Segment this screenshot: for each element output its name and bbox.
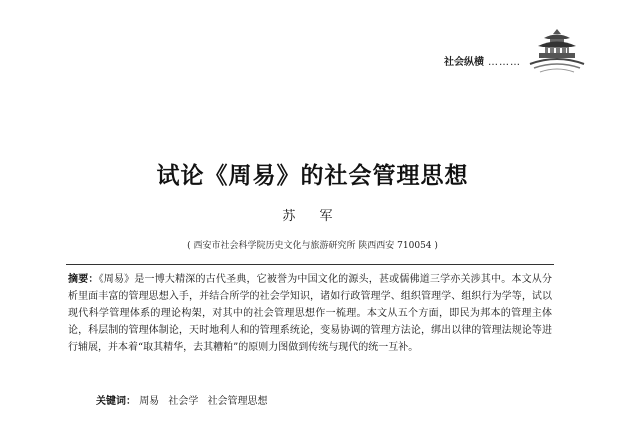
author-affiliation: ( 西安市社会科学院历史文化与旅游研究所 陕西西安 710054 ) bbox=[187, 241, 438, 251]
keywords bbox=[96, 392, 274, 407]
article-title: 试论《周易》的社会管理思想 bbox=[156, 163, 469, 189]
divider bbox=[66, 264, 554, 265]
keyword-item: 社会管理思想 bbox=[207, 396, 268, 407]
page-header bbox=[0, 0, 625, 80]
abstract-text: 《周易》是一博大精深的古代圣典，它被誉为中国文化的源头，甚或儒佛道三学亦关涉其中。本文从分析里面丰富的管理思想入手，并结合所学的社会学知识，诸如行政管理学、组织管理学、组织行为学等，试以现代科学管理体系的理论构架，对其中的社会管理思想作一梳理。本文从五个方面，即民为邦本的管理主体论，科层制的管理体制论，天时地利人和的管理系统论，变易协调的管理方法论，绑出以律的管理法规论等进行辅展，并本着“取其精华，去其糟粕”的原则力图做到传统与现代的统一互补。 bbox=[68, 274, 553, 353]
keyword-item: 社会学 bbox=[168, 396, 199, 407]
running-head bbox=[444, 53, 521, 68]
author-name: 苏 军 bbox=[282, 209, 343, 224]
abstract-label: 摘要： bbox=[68, 274, 99, 285]
keyword-item: 周易 bbox=[139, 396, 160, 407]
running-head-label: 社会纵横 bbox=[444, 57, 484, 68]
running-head-dots: ……… bbox=[488, 57, 521, 68]
pavilion-logo-icon bbox=[528, 26, 586, 74]
keywords-label: 关键词： bbox=[96, 396, 136, 407]
abstract bbox=[68, 271, 552, 356]
